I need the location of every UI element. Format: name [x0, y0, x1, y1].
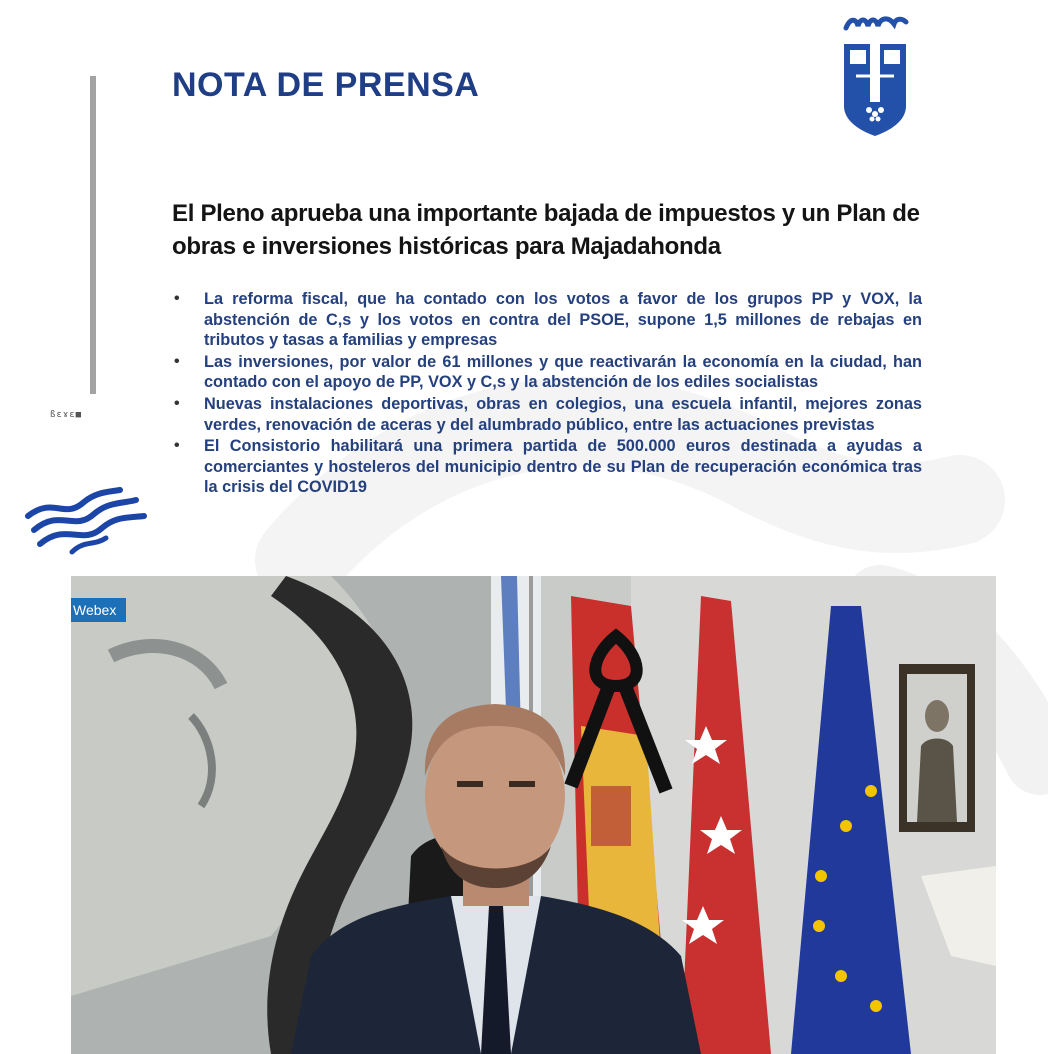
video-scene — [71, 576, 996, 1054]
page-title: NOTA DE PRENSA — [172, 66, 480, 104]
bullet-text: El Consistorio habilitará una primera partida de 500.000 euros destinada a ayudas a comerciantes y hosteleros del municipio dentro de su Plan de recuperación económica tras la crisis del COVID19 — [204, 437, 922, 497]
headline: El Pleno aprueba una importante bajada de impuestos y un Plan de obras e inversiones históricas para Majadahonda — [172, 200, 920, 260]
wave-logo-icon — [24, 486, 148, 558]
bullet-icon: • — [174, 394, 180, 412]
majadahonda-crest-icon — [836, 14, 914, 138]
left-vertical-rule — [90, 76, 96, 394]
bullet-icon: • — [174, 290, 180, 307]
list-item — [172, 436, 922, 498]
bullet-list — [172, 289, 922, 499]
list-item — [172, 289, 922, 351]
bullet-text: Las inversiones, por valor de 61 millones y que reactivarán la economía en la ciudad, han contado con el apoyo de PP, VOX y C,s y la abstención de los ediles socialistas — [204, 352, 922, 392]
bullet-icon: • — [174, 437, 180, 455]
bullet-icon: • — [174, 352, 180, 370]
bullet-text: La reforma fiscal, que ha contado con los votos a favor de los grupos PP y VOX, la abstención de C,s y los votos en contra del PSOE, supone 1,5 millones de rebajas en tributos y tasas a familias y empresas — [204, 290, 922, 350]
list-item — [172, 394, 922, 435]
webex-label: Webex — [71, 598, 126, 622]
side-caption: ßɛɤɛ■ — [50, 410, 83, 420]
video-feed — [71, 576, 996, 1054]
bullet-text: Nuevas instalaciones deportivas, obras en colegios, una escuela infantil, mejores zonas verdes, renovación de aceras y del alumbrado público, entre las actuaciones previstas — [204, 394, 922, 434]
list-item — [172, 352, 922, 393]
